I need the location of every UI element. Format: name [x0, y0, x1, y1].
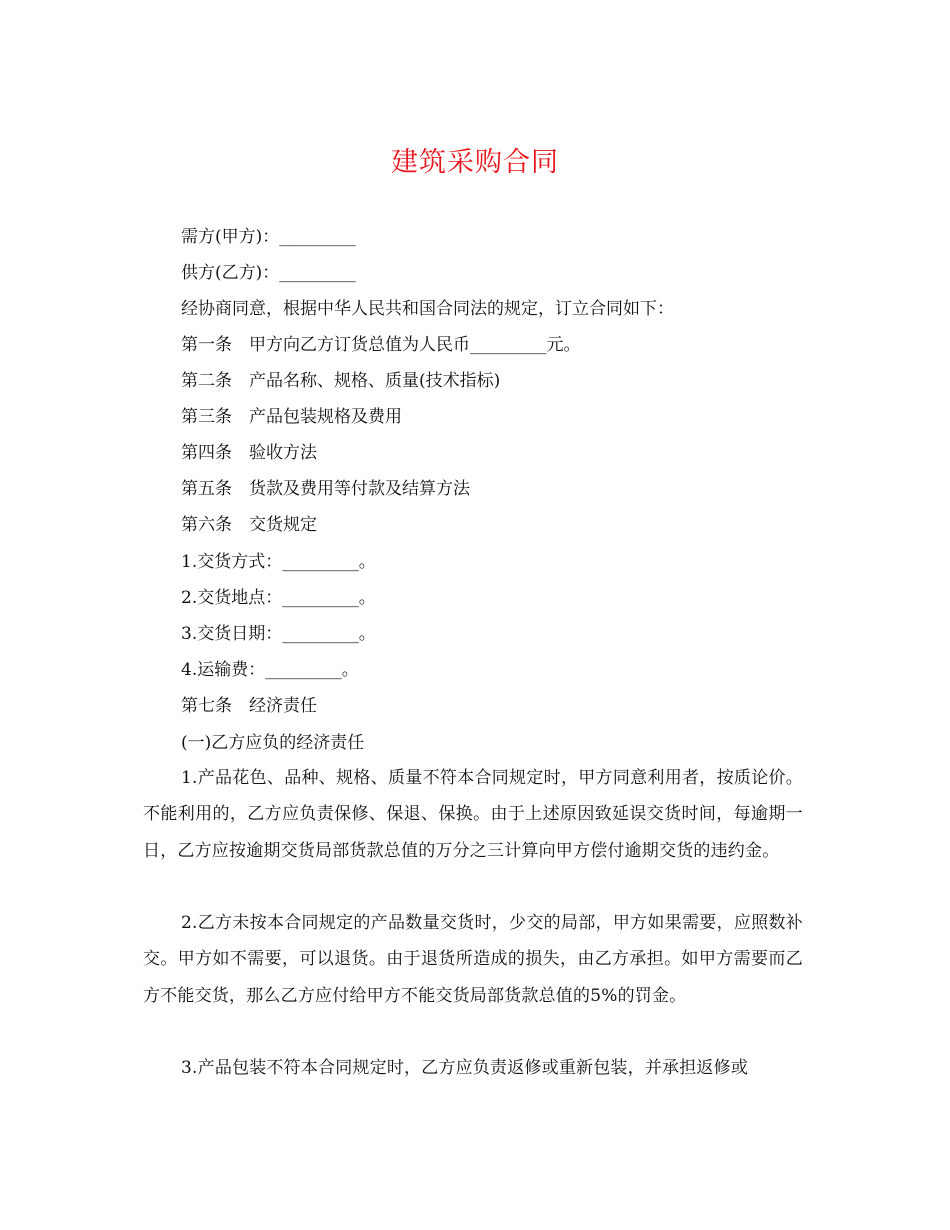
section-1-heading: (一)乙方应负的经济责任 — [181, 733, 365, 753]
article-6-line: 第六条 交货规定 — [181, 515, 317, 535]
delivery-method-line: 1.交货方式：_________。 — [181, 552, 376, 572]
buyer-line: 需方(甲方)：_________ — [181, 227, 356, 247]
article-5-line: 第五条 货款及费用等付款及结算方法 — [181, 479, 470, 499]
article-4-line: 第四条 验收方法 — [181, 443, 317, 463]
delivery-date-line: 3.交货日期：_________。 — [181, 624, 376, 644]
article-2-line: 第二条 产品名称、规格、质量(技术指标) — [181, 371, 501, 391]
article-7-line: 第七条 经济责任 — [181, 696, 317, 716]
liability-paragraph-2: 2.乙方未按本合同规定的产品数量交货时，少交的局部，甲方如果需要，应照数补交。甲方如不需要，可以退货。由于退货所造成的损失，由乙方承担。如甲方需要而乙方不能交货，那么乙方应付给甲方不能交货局部货款总值的5%的罚金。 — [143, 913, 803, 1006]
supplier-line: 供方(乙方)：_________ — [181, 263, 356, 283]
liability-paragraph-1: 1.产品花色、品种、规格、质量不符本合同规定时，甲方同意利用者，按质论价。不能利用的，乙方应负责保修、保退、保换。由于上述原因致延误交货时间，每逾期一日，乙方应按逾期交货局部货款总值的万分之三计算向甲方偿付逾期交货的违约金。 — [143, 768, 803, 861]
document-title: 建筑采购合同 — [391, 147, 559, 178]
liability-paragraph-3: 3.产品包装不符本合同规定时，乙方应负责返修或重新包装，并承担返修或 — [181, 1058, 749, 1078]
transport-fee-line: 4.运输费：_________。 — [181, 660, 359, 680]
article-3-line: 第三条 产品包装规格及费用 — [181, 407, 402, 427]
preamble-line: 经协商同意，根据中华人民共和国合同法的规定，订立合同如下： — [181, 299, 674, 319]
article-1-line: 第一条 甲方向乙方订货总值为人民币_________元。 — [181, 335, 581, 355]
delivery-place-line: 2.交货地点：_________。 — [181, 588, 376, 608]
